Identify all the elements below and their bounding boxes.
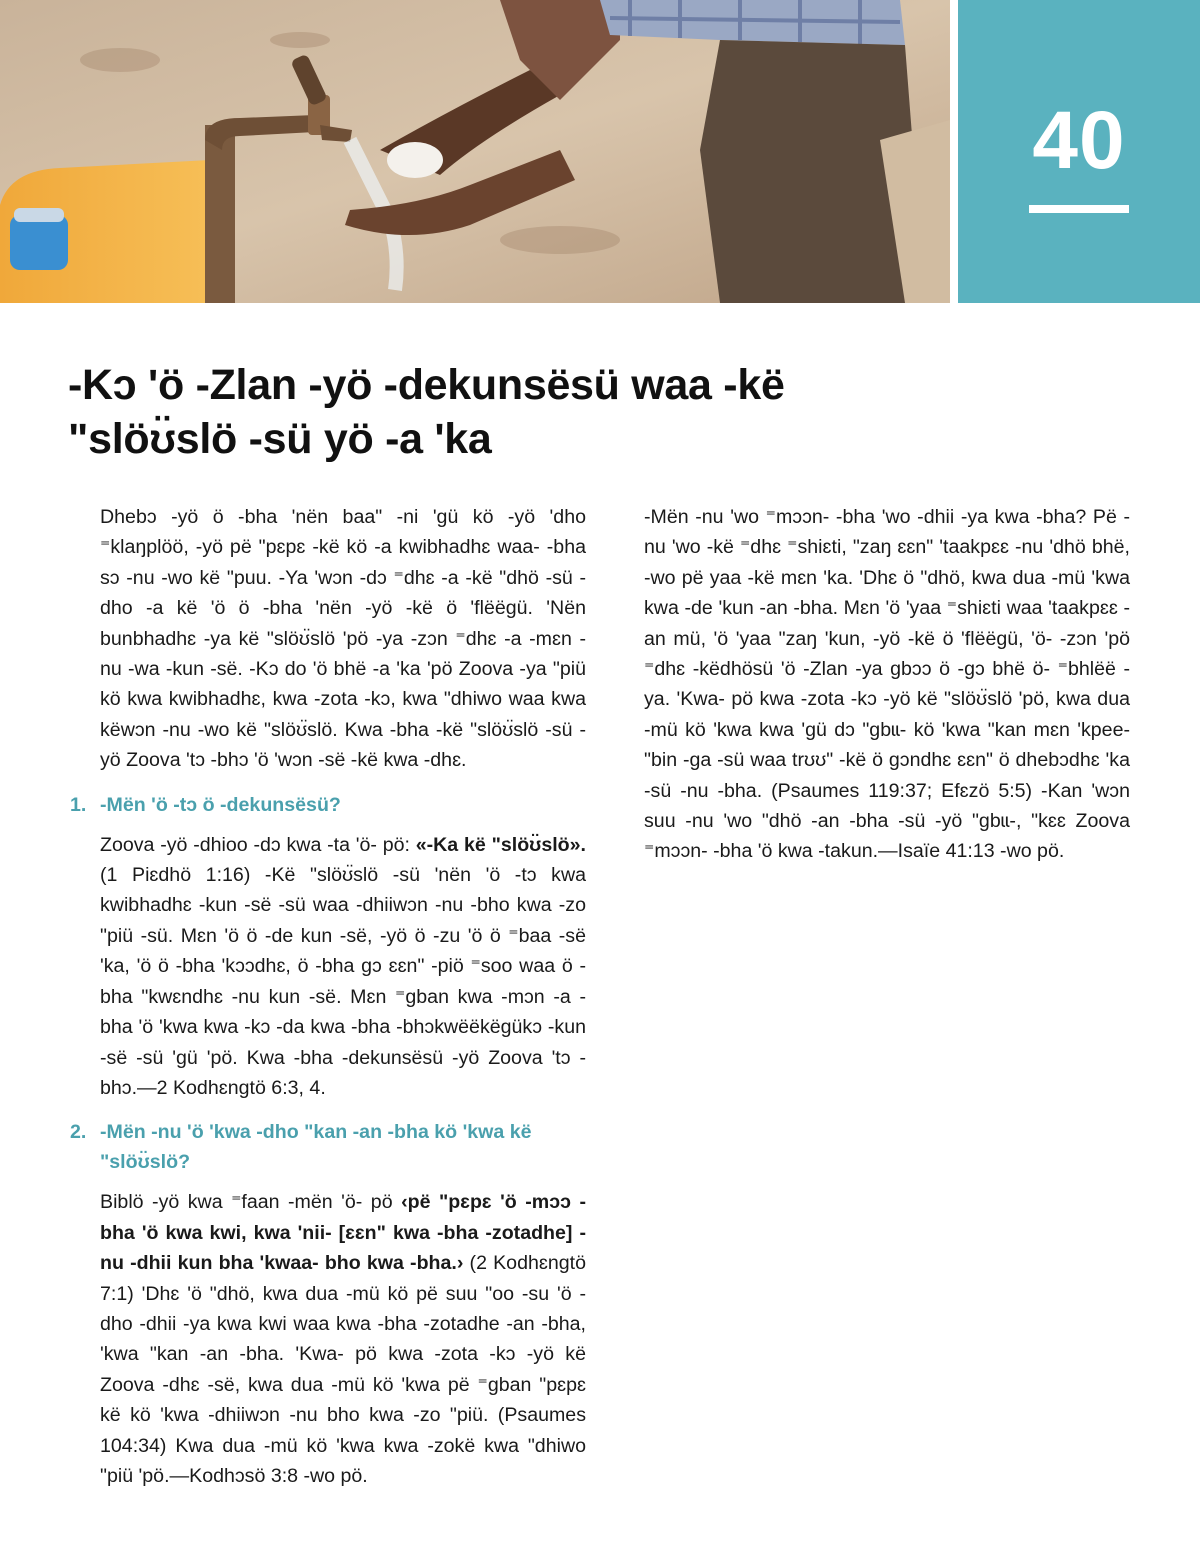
page-title: -Kɔ 'ö -Zlan -yö -dekunsësü waa -kë "slöʊ̈slö -sü yö -a 'ka — [68, 361, 785, 463]
intro-paragraph: Dhebɔ -yö ö -bha 'nën baa" -ni 'gü kö -yö 'dho ⁼klaŋplöö, -yö pë "pɛpɛ -kë kö -a kwibhadhɛ waa- -bha sɔ -nu -wo kë "puu. -Ya 'wɔn -dɔ ⁼dhɛ -a -kë "dhö -sü -dho -a kë 'ö ö -bha 'nën -yö -kë ö 'flëëgü. 'Nën bunbhadhɛ -ya kë "slöʊ̈slö 'pö -ya -zɔn ⁼dhɛ -a -mɛn -nu -wa -kun -së. -Kɔ do 'ö bhë -a 'ka 'pö Zoova -ya "piü kö kwa kwibhadhɛ, kwa -zota -kɔ, kwa "dhiwo waa kwa këwɔn -nu -wo kë "slöʊ̈slö. Kwa -bha -kë "slöʊ̈slö -sü -yö Zoova 'tɔ -bhɔ 'ö 'wɔn -së -kë kwa -dhɛ. — [100, 506, 586, 772]
answer-paragraph-2 — [100, 1187, 586, 1491]
lesson-number: 40 — [1032, 95, 1126, 186]
answer-bold-quote: ‹pë "pɛpɛ 'ö -mɔɔ -bha 'ö kwa kwi, kwa 'nii- [ɛɛn" kwa -bha -zotadhe] -nu -dhii kun bha 'kwaa- bho kwa -bha.› — [100, 1191, 586, 1275]
hero-photo — [0, 0, 950, 303]
question-text: -Mën 'ö -tɔ ö -dekunsësü? — [100, 793, 341, 816]
question-heading-1 — [70, 790, 586, 820]
question-number: 1. — [70, 793, 87, 816]
answer-paragraph-2b: -Mën -nu 'wo ⁼mɔɔn- -bha 'wo -dhii -ya kwa -bha? Pë -nu 'wo -kë ⁼dhɛ ⁼shiɛti, "zaŋ ɛɛn" 'taakpɛɛ -nu 'dhö bhë, -wo pë yaa -kë mɛn 'ka. 'Dhɛ ö "dhö, kwa dua -mü 'kwa kwa -de 'kun -an -bha. Mɛn 'ö 'yaa ⁼shiɛti waa 'taakpɛɛ -an mü, 'ö 'yaa "zaŋ 'kun, -yö -kë ö 'flëëgü, 'ö- -zɔn 'pö ⁼dhɛ -këdhösü 'ö -Zlan -ya gbɔɔ ö -gɔ bhë ö- ⁼bhlëë -ya. 'Kwa- pö kwa -zota -kɔ -yö kë "slöʊ̈slö 'pö, kwa dua -mü kö 'kwa kwa 'gü dɔ "gbɩɩ- kö 'kwa "kan mɛn 'kpee- "bin -ga -sü waa trʊʊ" -kë ö gɔndhɛ ɛɛn" ö dhebɔdhɛ 'ka -sü -nu -bha. (Psaumes 119:37; Efɛzö 5:5) -Kan 'wɔn suu -nu 'wo "dhö -an -bha -sü -yö "gbɩɩ-, "kɛɛ Zoova ⁼mɔɔn- -bha 'ö kwa -takun.—Isaïe 41:13 -wo pö. — [644, 506, 1130, 863]
right-column — [644, 502, 1130, 877]
answer-text: Zoova -yö -dhioo -dɔ kwa -ta 'ö- pö: — [100, 833, 416, 856]
question-number: 2. — [70, 1121, 87, 1144]
answer-text: (2 Kodhɛngtö 7:1) 'Dhɛ 'ö "dhö, kwa dua -mü kö pë suu "oo -su 'ö -dho -dhii -ya kwa kwi waa kwa -bha -zotadhe -an -bha, 'kwa "kan -an -bha. 'Kwa- pö kwa -zota -kɔ -yö kë Zoova -dhɛ -së, kwa dua -mü kö 'kwa pë ⁼gban "pɛpɛ kë kö 'kwa -dhiiwɔn -nu bho kwa -zo "piü. (Psaumes 104:34) Kwa dua -mü kö 'kwa kwa -zokë kwa "dhiwo "piü 'pö.—Kodhɔsö 3:8 -wo pö. — [100, 1252, 586, 1487]
left-column — [70, 502, 586, 1501]
hand-washing-photo-icon — [0, 0, 950, 303]
question-text: -Mën -nu 'ö 'kwa -dho "kan -an -bha kö 'kwa kë "slöʊ̈slö? — [100, 1121, 532, 1174]
answer-bold-quote: «-Ka kë "slöʊ̈slö». — [415, 833, 586, 856]
answer-text: (1 Piɛdhö 1:16) -Kë "slöʊ̈slö -sü 'nën 'ö -tɔ kwa kwibhadhɛ -kun -së -sü waa -dhiiwɔn -nu -bho kwa -zo "piü -sü. Mɛn 'ö ö -de kun -së, -yö ö -zu 'ö ö ⁼baa -së 'ka, 'ö ö -bha 'kɔɔdhɛ, ö -bha gɔ ɛɛn" -piö ⁼soo waa ö -bha "kwɛndhɛ -nu kun -së. Mɛn ⁼gban kwa -mɔn -a -bha 'ö 'kwa kwa -kɔ -da kwa -bha -bhɔkwëëkëgükɔ -kun -së -sü 'gü 'pö. Kwa -bha -dekunsësü -yö Zoova 'tɔ -bhɔ.—2 Kodhɛngtö 6:3, 4. — [100, 864, 586, 1099]
question-heading-2 — [70, 1117, 586, 1177]
answer-paragraph-1 — [100, 830, 586, 1104]
lesson-number-underline — [1029, 205, 1129, 213]
lesson-number-box — [958, 0, 1200, 303]
answer-text: Biblö -yö kwa ⁼faan -mën 'ö- pö — [100, 1191, 402, 1214]
